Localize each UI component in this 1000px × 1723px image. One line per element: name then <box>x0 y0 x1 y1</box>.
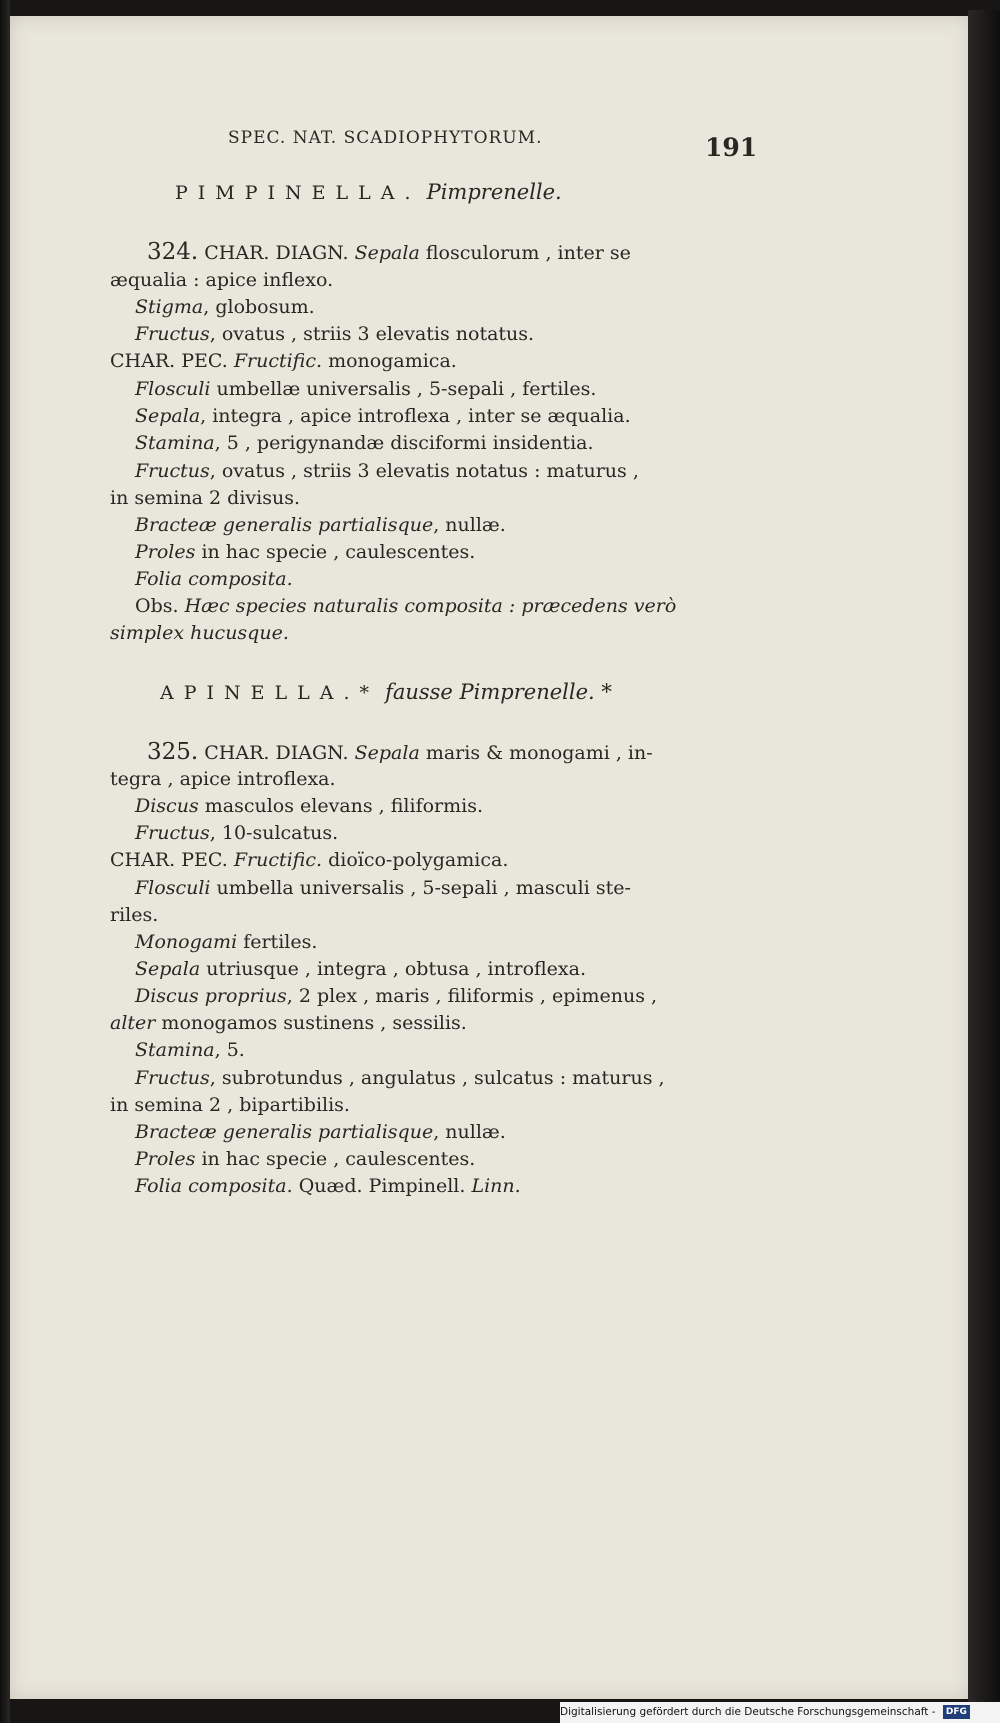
term: Discus <box>135 795 199 817</box>
term: Fructus <box>135 1067 210 1089</box>
obs-label: Obs. <box>135 595 179 617</box>
char-pec-label: CHAR. PEC. <box>110 350 228 372</box>
term: Flosculi <box>135 877 211 899</box>
entry-number: 325. <box>147 739 199 765</box>
dfg-logo-icon: DFG <box>943 1705 970 1719</box>
genus-name: PIMPINELLA. <box>175 182 421 204</box>
text: , 5. <box>214 1039 245 1061</box>
entry-324-line-3 <box>135 295 315 319</box>
entry-325-line-12 <box>135 1038 245 1062</box>
term: Sepala <box>354 242 420 264</box>
term: Fructific. <box>233 849 323 871</box>
genus-heading-apinella <box>160 680 612 705</box>
text: dioïco-polygamica. <box>328 849 509 871</box>
genus-french-name: fausse Pimprenelle. * <box>385 680 612 704</box>
term: Stigma <box>135 296 204 318</box>
text: flosculorum , inter se <box>425 242 631 264</box>
term: Proles <box>135 1148 196 1170</box>
term: Sepala <box>354 742 420 764</box>
entry-325-line-17 <box>135 1174 521 1198</box>
term: Sepala <box>135 405 201 427</box>
text: , subrotundus , angulatus , sulcatus : maturus , <box>209 1067 665 1089</box>
entry-325-line-10 <box>135 984 657 1008</box>
entry-325-line-5 <box>110 848 508 872</box>
entry-324-line-6 <box>135 377 596 401</box>
entry-324-line-13: Folia composita. <box>135 568 293 590</box>
text: monogamica. <box>328 350 457 372</box>
entry-325-line-1 <box>147 740 653 765</box>
text: , integra , apice introflexa , inter se æqualia. <box>200 405 631 427</box>
entry-324-line-8 <box>135 431 594 455</box>
entry-325-line-16 <box>135 1147 475 1171</box>
entry-324-line-2: æqualia : apice inflexo. <box>110 269 334 291</box>
genus-french-name: Pimprenelle. <box>426 180 562 204</box>
footer-text: Digitalisierung gefördert durch die Deutsche Forschungsgemeinschaft - <box>560 1706 936 1718</box>
text: , nullæ. <box>433 1121 506 1143</box>
text: umbellæ universalis , 5-sepali , fertiles. <box>216 378 597 400</box>
author: Linn. <box>471 1175 521 1197</box>
text: , globosum. <box>203 296 315 318</box>
entry-324-line-15: simplex hucusque. <box>110 622 289 644</box>
term: Bracteæ generalis partialisque <box>135 514 434 536</box>
term: Flosculi <box>135 378 211 400</box>
entry-325-line-4 <box>135 821 338 845</box>
text: , nullæ. <box>433 514 506 536</box>
entry-325-line-3 <box>135 794 483 818</box>
term: Discus proprius <box>135 985 287 1007</box>
text: , 10-sulcatus. <box>209 822 339 844</box>
text: maris & monogami , in- <box>425 742 653 764</box>
entry-324-line-10: in semina 2 divisus. <box>110 487 300 509</box>
book-edge-right <box>968 10 1000 1710</box>
entry-324-line-11 <box>135 513 506 537</box>
term: alter <box>110 1012 156 1034</box>
term: Proles <box>135 541 196 563</box>
entry-325-line-11 <box>110 1011 467 1035</box>
running-title: SPEC. NAT. SCADIOPHYTORUM. <box>228 128 543 148</box>
term: Fructific. <box>233 350 323 372</box>
text: Hæc species naturalis composita : præcedens verò <box>184 595 677 617</box>
text: utriusque , integra , obtusa , introflexa. <box>206 958 587 980</box>
term: Folia composita. <box>135 1175 293 1197</box>
entry-324-line-1 <box>147 240 631 265</box>
term: Fructus <box>135 460 210 482</box>
entry-325-line-9 <box>135 957 586 981</box>
text: masculos elevans , filiformis. <box>204 795 484 817</box>
text: fertiles. <box>243 931 318 953</box>
entry-325-line-15 <box>135 1120 506 1144</box>
entry-325-line-8 <box>135 930 317 954</box>
entry-325-line-14: in semina 2 , bipartibilis. <box>110 1094 350 1116</box>
char-diagn-label: CHAR. DIAGN. <box>204 242 349 264</box>
entry-324-line-14 <box>135 594 676 618</box>
term: Monogami <box>135 931 238 953</box>
text: in hac specie , caulescentes. <box>201 541 476 563</box>
entry-324-line-5 <box>110 349 457 373</box>
term: Sepala <box>135 958 201 980</box>
digitization-footer <box>560 1702 1000 1723</box>
text: , 2 plex , maris , filiformis , epimenus , <box>286 985 658 1007</box>
char-diagn-label: CHAR. DIAGN. <box>204 742 349 764</box>
book-edge-left <box>0 0 10 1723</box>
text: , ovatus , striis 3 elevatis notatus : maturus , <box>209 460 639 482</box>
text: monogamos sustinens , sessilis. <box>161 1012 467 1034</box>
text: , 5 , perigynandæ disciformi insidentia. <box>214 432 594 454</box>
text: umbella universalis , 5-sepali , masculi ste- <box>216 877 631 899</box>
term: Stamina <box>135 432 215 454</box>
entry-324-line-4 <box>135 322 534 346</box>
char-pec-label: CHAR. PEC. <box>110 849 228 871</box>
entry-324-line-7 <box>135 404 631 428</box>
entry-324-line-12 <box>135 540 475 564</box>
term: Fructus <box>135 323 210 345</box>
entry-number: 324. <box>147 239 199 265</box>
term: Stamina <box>135 1039 215 1061</box>
entry-325-line-6 <box>135 876 631 900</box>
entry-325-line-7: riles. <box>110 904 159 926</box>
entry-325-line-2: tegra , apice introflexa. <box>110 768 336 790</box>
page-number: 191 <box>705 133 758 162</box>
text: , ovatus , striis 3 elevatis notatus. <box>209 323 535 345</box>
term: Fructus <box>135 822 210 844</box>
text: Quæd. Pimpinell. <box>298 1175 466 1197</box>
text: in hac specie , caulescentes. <box>201 1148 476 1170</box>
genus-name: APINELLA.* <box>160 682 380 704</box>
term: Bracteæ generalis partialisque <box>135 1121 434 1143</box>
entry-324-line-9 <box>135 459 639 483</box>
entry-325-line-13 <box>135 1066 665 1090</box>
genus-heading-pimpinella <box>175 180 562 205</box>
